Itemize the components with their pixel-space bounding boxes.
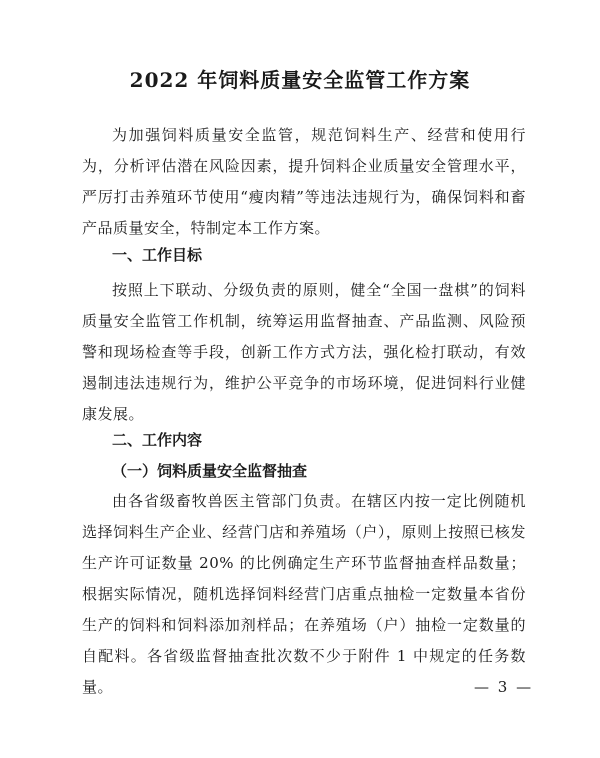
document-title: 2022 年饲料质量安全监管工作方案 (129, 68, 471, 92)
intro-paragraph: 为加强饲料质量安全监管，规范饲料生产、经营和使用行为，分析评估潜在风险因素，提升饲料企业质量安全管理水平，严厉打击养殖环节使用“瘦肉精”等违法违规行为，确保饲料和畜产品质量安全，特制定本工作方案。 (82, 126, 526, 237)
subsection-heading-inspection: （一）饲料质量安全监督抽查 (112, 462, 308, 480)
section-heading-goals: 一、工作目标 (112, 246, 203, 264)
page-number: — 3 — (474, 678, 534, 696)
goals-paragraph: 按照上下联动、分级负责的原则，健全“全国一盘棋”的饲料质量安全监管工作机制，统筹运用监督抽查、产品监测、风险预警和现场检查等手段，创新工作方式方法，强化检打联动，有效遏制违法违规行为，维护公平竞争的市场环境，促进饲料行业健康发展。 (82, 281, 526, 423)
inspection-paragraph: 由各省级畜牧兽医主管部门负责。在辖区内按一定比例随机选择饲料生产企业、经营门店和养殖场（户），原则上按照已核发生产许可证数量 20% 的比例确定生产环节监督抽查样品数量；根据实际情况，随机选择饲料经营门店重点抽检一定数量本省份生产的饲料和饲料添加剂样品；在养殖场（户）抽检一定数量的自配料。各省级监督抽查批次数不少于附件 1 中规定的任务数量。 (82, 492, 526, 696)
section-heading-content: 二、工作内容 (112, 431, 203, 449)
